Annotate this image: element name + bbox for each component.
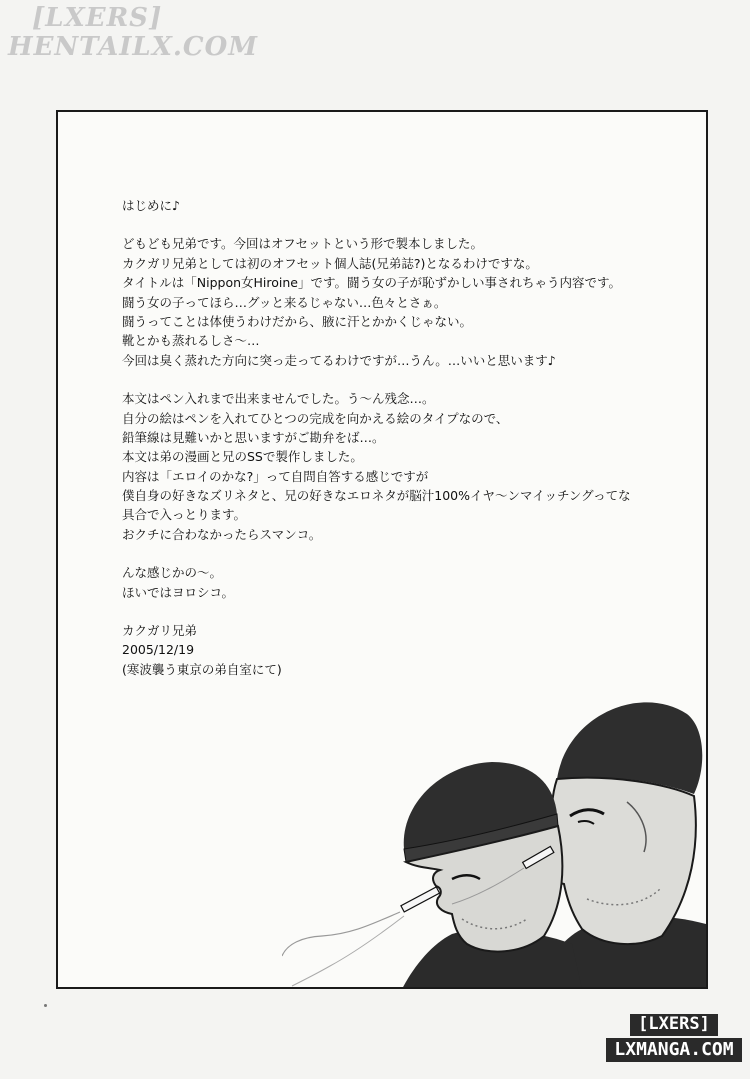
watermark-bottom-line1: [LXERS] (630, 1014, 718, 1036)
paragraph-line: 本文は弟の漫画と兄のSSで製作しました。 (122, 449, 363, 465)
signature-note: (寒波襲う東京の弟自室にて) (122, 661, 282, 677)
paragraph-line: どもども兄弟です。今回はオフセットという形で製本しました。 (122, 236, 484, 252)
paragraph-line: 鉛筆線は見難いかと思いますがご勘弁をば…。 (122, 429, 385, 445)
heading: はじめに♪ (122, 198, 180, 213)
paragraph-line: 僕自身の好きなズリネタと、兄の好きなエロネタが脳汁100%イヤ～ンマイッチングってな (122, 488, 631, 504)
right-figure-face (543, 778, 696, 944)
afterword-text (122, 200, 702, 683)
paragraph-line: カクガリ兄弟としては初のオフセット個人誌(兄弟誌?)となるわけですな。 (122, 255, 538, 271)
paragraph-line: んな感じかの～。 (122, 565, 223, 581)
paragraph-line: 靴とかも蒸れるしさ～… (122, 333, 260, 349)
smoke-trail (282, 912, 400, 956)
watermark-top-line1: [LXERS] (32, 3, 163, 33)
paragraph-line: 今回は臭く蒸れた方向に突っ走ってるわけですが…うん。…いいと思います♪ (122, 352, 556, 368)
paragraph-line: 内容は「エロイのかな?」って自問自答する感じですが (122, 468, 429, 484)
paragraph-line: 闘う女の子ってほら…グッと来るじゃない…色々とさぁ。 (122, 294, 447, 310)
paper-speck (44, 1004, 47, 1007)
watermark-bottom-line2: LXMANGA.COM (606, 1038, 742, 1063)
paragraph-line: ほいではヨロシコ。 (122, 584, 235, 600)
left-cigarette (401, 887, 440, 912)
paragraph-line: おクチに合わなかったらスマンコ。 (122, 526, 322, 542)
signature-name: カクガリ兄弟 (122, 623, 198, 639)
paragraph-line: 自分の絵はペンを入れてひとつの完成を向かえる絵のタイプなので、 (122, 410, 509, 426)
paragraph-line: タイトルは「Nippon女Hiroine」です。闘う女の子が恥ずかしい事されちゃう内容です。 (122, 275, 621, 291)
watermark-bottom (606, 1014, 742, 1062)
signature-date: 2005/12/19 (122, 642, 195, 658)
two-smoking-men-illustration (282, 674, 706, 989)
watermark-top (8, 3, 259, 62)
afterword-panel (56, 110, 708, 989)
watermark-top-line2: HENTAILX.COM (8, 31, 259, 62)
paragraph-line: 闘うってことは体使うわけだから、腋に汗とかかくじゃない。 (122, 313, 473, 329)
paragraph-line: 具合で入っとります。 (122, 507, 247, 523)
paragraph-line: 本文はペン入れまで出来ませんでした。う～ん残念…。 (122, 391, 435, 407)
